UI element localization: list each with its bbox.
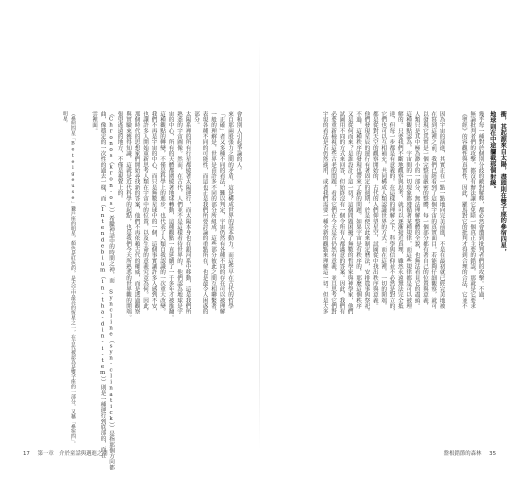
right-page-folio: [444, 449, 496, 457]
text-line: 這種觀點的轉變，不僅是科學上的進步，也代表了人類自我認識的一次重大改變。: [159, 111, 166, 315]
right-page: [260, 0, 520, 500]
text-line: 《聖經》的容觀性與真實性，因此，羅馬對它的批判才得到合理的合法，它並不: [460, 111, 467, 309]
text-line: 它們也可以互相補充，共同構成人類認識世界的方式。而在這裡，一切的開端，: [380, 111, 387, 309]
page-number: 35: [489, 451, 496, 457]
text-line: 表現各種不同的可能性，而這也正是我們所要討論的重點所在，也是最令人困惑的: [201, 111, 208, 315]
text-line: 雲裡面。: [91, 111, 98, 134]
text-line: 宙的中心，所有的天體都圍繞著地球轉動，這種觀點一直延續了一千多年才被推翻。: [167, 111, 174, 321]
text-line: 解的。只要我們不斷地觀察與思考，就可以逐漸接近真理，雖然永遠無法完全抵: [396, 111, 403, 309]
text-line: 「正確」者又多種不同的看法，難以判定，宇宙仍然有各種不同的存在可以被理解: [218, 111, 225, 315]
heading-line: 地球則在中途攔截那個射線。: [488, 111, 496, 193]
text-line: 太陽系裡的所有行星都繞著太陽運行，而太陽本身也在銀河系中移動，這是我們所: [184, 111, 191, 315]
text-line: 以發現它其實是一個完整而嚴密的整體，每一個部分都有著自己的位置與意義，: [421, 111, 428, 309]
page-number: 17: [23, 451, 30, 457]
text-line: 部分。: [193, 111, 200, 128]
text-line: 宇宙的看法是否仍然適用，或者我們需要一種全新的觀點來理解這一切。但是大多: [321, 111, 328, 315]
text-line: 都是從對天空的觀察開始的，古代的人們仰望星空，試圖從中找出秩序與意義。: [371, 111, 378, 309]
text-line: 張望遙遠的地方，不僅是視覺上的。: [116, 111, 123, 202]
text-line: 這種觀點認為，宇宙間的一切現象都遵循著某種規律，而這些規律都是可以被理: [405, 111, 412, 309]
text-line: 也讓許多人開始重新思考人類在宇宙中的位置，以及生命的意義究竟為何。因此，: [142, 111, 149, 315]
heading-line: 衝，其起源來自太陽，盡頭則在雙子座的參宿四星，: [499, 111, 507, 255]
text-line: 會和別人引起爭論的人。: [235, 111, 242, 174]
left-page-folio: [23, 449, 108, 457]
text-line: 無論批判者們的攻擊，都沒有辦法讓它免除一個真正主要的錯誤，那就是它要求: [469, 111, 476, 309]
text-line: 因為宇宙的演進，其實正在一點一點地向完美前進，不是在最初就已經完美地被: [438, 111, 445, 309]
text-line: 我們不再是宇宙的中心，而只是無數星球中的一個，這個事實讓許多人感到不安，: [150, 111, 157, 315]
text-line: 一般的理解是，世界是由許多不同的部分所組成，這些部分彼此之間互相聯繫著，: [210, 111, 217, 315]
text-line: 試圖用不同的方式來回答，但始終沒有一個令所有人都滿意的答案。因此，我們有: [338, 111, 345, 315]
text-line: 來自那兩股張力之間的矛盾，這是構成世界的基本動力。而這些早在古代的哲學: [227, 111, 234, 309]
text-line: 人類只是其中極為渺小的一部分，無法理解整體的全貌，也無法看見它的盡頭。: [413, 111, 420, 309]
text-line: 幾乎每一種對於個別分歧的敵對解釋，都必然會遭到批判者們的攻擊。不過，: [477, 111, 484, 304]
text-line: 在寫到這裡之前，我們已經看到了這個宇宙的真實面目。若能夠仔細觀察，就可: [430, 111, 437, 309]
text-line: 那個時代的思想家們開始尋找新的答案，他們不再依賴古代的權威，而是透過觀察: [133, 111, 140, 315]
text-line: 不過，這種秩序的發現也帶來了新的問題。如果宇宙是有秩序的，那麼這個秩序: [355, 111, 362, 309]
running-head-chapter: 第一章 介於童話與邁進之間: [37, 451, 108, 457]
text-line: 達，但每一步都是有意義的。在這樣的理解之下，科學與信仰並不必然是對立的，: [388, 111, 395, 315]
text-line: 熟悉的宇宙圖像。然而，在古代，人們並不是這樣看待世界的，他們認為地球是宇: [176, 111, 183, 315]
text-line: 與實驗來獲得知識，這就是近代科學的起點，也是我們今天所熟悉的世界觀的開端。: [125, 111, 132, 321]
text-line: 曲，像穩定的一次性的過去一樣，而（Intendebium（in-tha-din-i-tem））則是一種運行到底部的，而在: [99, 111, 106, 458]
text-line: 他們發現星辰的運行有著固定的週期，於是便以此來制定曆法，安排農事與祭祀。: [363, 111, 370, 315]
running-head-title: 盤根錯節的森林: [443, 451, 482, 457]
text-line: 又是從何而來？是誰設計了這一切？這個問題困擾了無數的哲學家與神學家，他們: [346, 111, 353, 315]
text-line: 必要重新檢視這些古老的問題，看看它們在今天是否仍然有意義，並且思考它們對: [330, 111, 337, 315]
footnote-line: （參照四星「Betelgeuse」獵戶座的明星，顏色是紅色的，是天空中最亮的恆星之一，在古代被認為是雙子座的一部分，又稱「參宿四」。: [69, 111, 76, 447]
footnote-line: 明星。: [61, 111, 68, 126]
text-line: （Chronos（kron-os））希臘神話中的時間之神，而 Syncline（syn-clinatick））是指那個方向都: [108, 111, 115, 471]
